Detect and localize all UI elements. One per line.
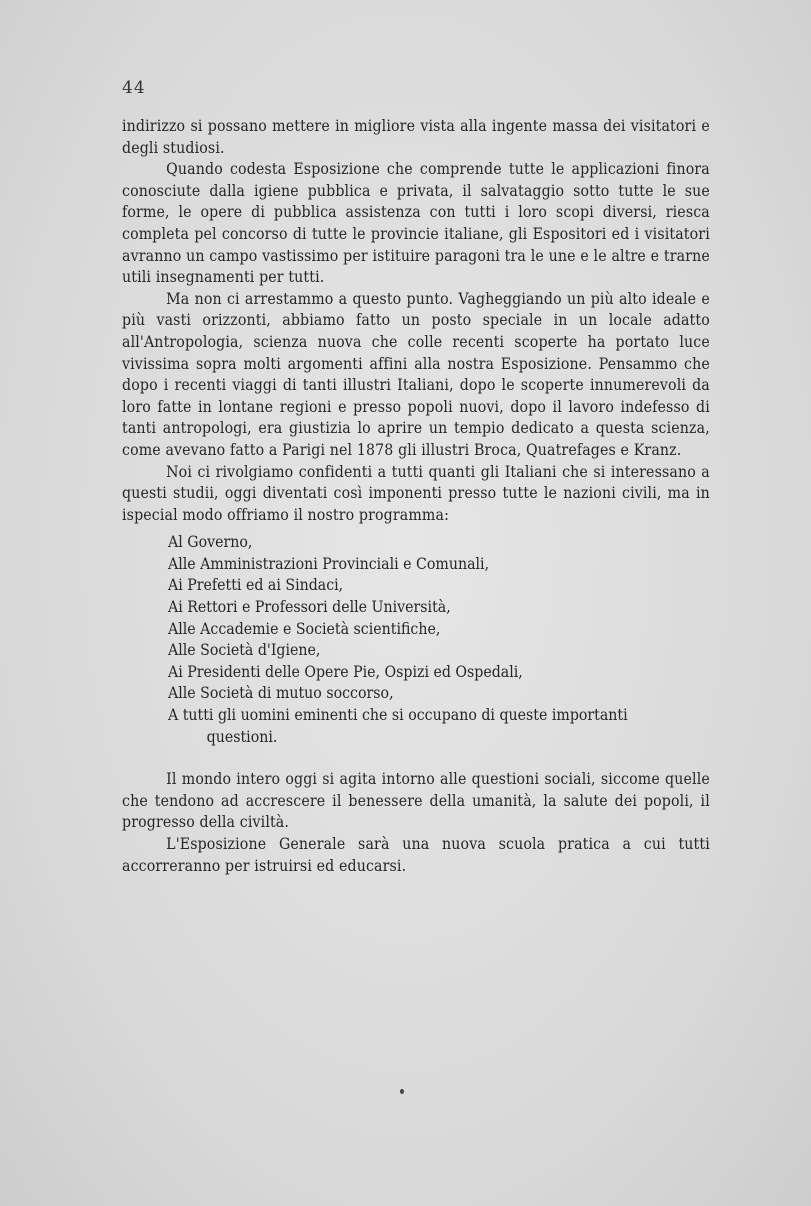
page-number: 44 <box>122 78 146 98</box>
list-item: Al Governo, <box>168 533 253 552</box>
list-item: Alle Accademie e Società scientifiche, <box>168 619 441 638</box>
document-body <box>122 116 710 877</box>
list-item: Alle Società d'Igiene, <box>168 641 321 660</box>
closing-paragraph-1: Il mondo intero oggi si agita intorno alle questioni sociali, siccome quelle che tendono ad accrescere il benessere della umanità, la salute dei popoli, il progresso della civiltà. <box>122 770 710 832</box>
list-item: Ai Prefetti ed ai Sindaci, <box>168 576 344 595</box>
list-item-line: A tutti gli uomini eminenti che si occupano di queste importanti <box>168 706 628 725</box>
paragraph-1: indirizzo si possano mettere in migliore vista alla ingente massa dei visitatori e degli studiosi. <box>122 117 710 157</box>
list-item-continuation: questioni. <box>206 727 278 746</box>
list-item: Ai Rettori e Professori delle Università, <box>168 598 451 617</box>
ink-speck <box>400 1089 404 1094</box>
closing-paragraph-2: L'Esposizione Generale sarà una nuova scuola pratica a cui tutti accorreranno per istruirsi ed educarsi. <box>122 835 710 875</box>
list-item: Ai Presidenti delle Opere Pie, Ospizi ed Ospedali, <box>168 662 523 681</box>
paragraph-4: Noi ci rivolgiamo confidenti a tutti quanti gli Italiani che si interessano a questi studii, oggi diventati così imponenti presso tutte le nazioni civili, ma in ispecial modo offriamo il nostro programma: <box>122 462 710 524</box>
list-item-last <box>122 705 756 748</box>
list-item: Alle Amministrazioni Provinciali e Comunali, <box>168 554 490 573</box>
paragraph-3: Ma non ci arrestammo a questo punto. Vagheggiando un più alto ideale e più vasti orizzonti, abbiamo fatto un posto speciale in un locale adatto all'Antropologia, scienza nuova che colle recenti scoperte ha portato luce vivissima sopra molti argomenti affini alla nostra Esposizione. Pensammo che dopo i recenti viaggi di tanti illustri Italiani, dopo le scoperte innumerevoli da loro fatte in lontane regioni e presso popoli nuovi, dopo il lavoro indefesso di tanti antropologi, era giustizia lo aprire un tempio dedicato a questa scienza, come avevano fatto a Parigi nel 1878 gli illustri Broca, Quatrefages e Kranz. <box>122 289 710 459</box>
addressee-list <box>122 532 710 748</box>
paragraph-2: Quando codesta Esposizione che comprende tutte le applicazioni finora conosciute dalla igiene pubblica e privata, il salvataggio sotto tutte le sue forme, le opere di pubblica assistenza con tutti i loro scopi diversi, riesca completa pel concorso di tutte le provincie italiane, gli Espositori ed i visitatori avranno un campo vastissimo per istituire paragoni tra le une e le altre e trarne utili insegnamenti per tutti. <box>122 160 710 287</box>
list-item: Alle Società di mutuo soccorso, <box>168 684 394 703</box>
